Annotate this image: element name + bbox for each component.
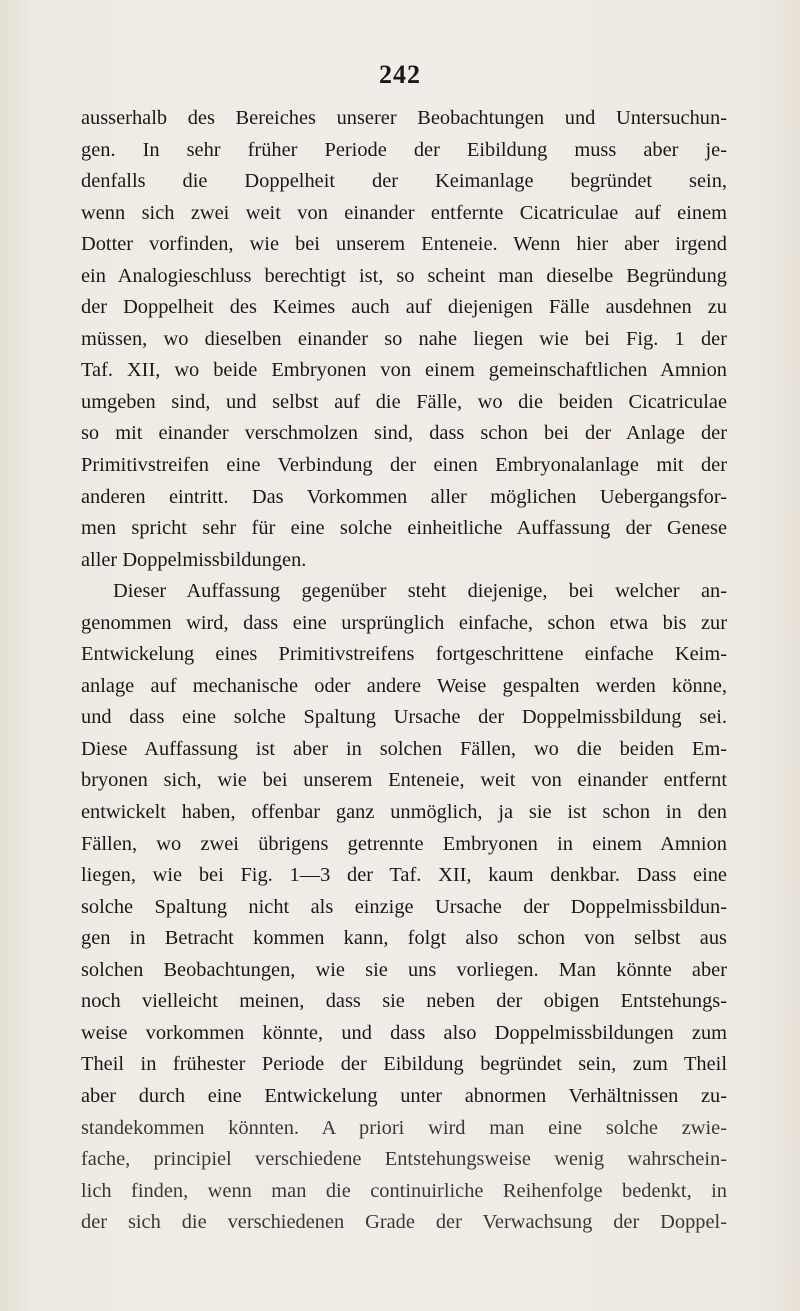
text-line: wenn sich zwei weit von einander entfernte Cicatriculae auf einem <box>81 201 727 224</box>
text-line: weise vorkommen könnte, und dass also Doppelmissbildungen zum <box>81 1021 727 1044</box>
text-line: Diese Auffassung ist aber in solchen Fällen, wo die beiden Em- <box>81 737 727 760</box>
text-line: entwickelt haben, offenbar ganz unmöglich, ja sie ist schon in den <box>81 801 727 824</box>
paragraph-end-line: aller Doppelmissbildungen. <box>81 548 307 571</box>
text-line: aber durch eine Entwickelung unter abnormen Verhältnissen zu- <box>81 1084 727 1107</box>
text-line: denfalls die Doppelheit der Keimanlage begründet sein, <box>81 170 727 193</box>
text-line: Taf. XII, wo beide Embryonen von einem gemeinschaftlichen Amnion <box>81 359 727 382</box>
text-line: Theil in frühester Periode der Eibildung begründet sein, zum Theil <box>81 1053 727 1076</box>
text-line: standekommen könnten. A priori wird man eine solche zwie- <box>81 1116 727 1139</box>
text-line: so mit einander verschmolzen sind, dass schon bei der Anlage der <box>81 422 727 445</box>
text-line: ausserhalb des Bereiches unserer Beobachtungen und Untersuchun- <box>81 107 727 129</box>
text-line: Primitivstreifen eine Verbindung der einen Embryonalanlage mit der <box>81 454 727 477</box>
text-line: und dass eine solche Spaltung Ursache der Doppelmissbildung sei. <box>81 706 727 729</box>
text-line: gen. In sehr früher Periode der Eibildung muss aber je- <box>81 138 727 161</box>
text-line: liegen, wie bei Fig. 1—3 der Taf. XII, kaum denkbar. Dass eine <box>81 864 727 887</box>
text-line: solchen Beobachtungen, wie sie uns vorliegen. Man könnte aber <box>81 958 727 981</box>
text-line: müssen, wo dieselben einander so nahe liegen wie bei Fig. 1 der <box>81 327 727 350</box>
text-line: der Doppelheit des Keimes auch auf diejenigen Fälle ausdehnen zu <box>81 296 727 319</box>
body-text <box>81 103 727 1239</box>
text-line: genommen wird, dass eine ursprünglich einfache, schon etwa bis zur <box>81 611 727 634</box>
text-line: anderen eintritt. Das Vorkommen aller möglichen Uebergangsfor- <box>81 485 727 508</box>
text-line: lich finden, wenn man die continuirliche Reihenfolge bedenkt, in <box>81 1179 727 1202</box>
text-line: ein Analogieschluss berechtigt ist, so scheint man dieselbe Begründung <box>81 264 727 287</box>
text-line: noch vielleicht meinen, dass sie neben der obigen Entstehungs- <box>81 990 727 1013</box>
text-line: gen in Betracht kommen kann, folgt also schon von selbst aus <box>81 927 727 950</box>
text-line: bryonen sich, wie bei unserem Enteneie, weit von einander entfernt <box>81 769 727 792</box>
text-line: fache, principiel verschiedene Entstehungsweise wenig wahrschein- <box>81 1148 727 1171</box>
text-line: men spricht sehr für eine solche einheitliche Auffassung der Genese <box>81 517 727 540</box>
text-line: der sich die verschiedenen Grade der Verwachsung der Doppel- <box>81 1211 727 1234</box>
text-line: Dotter vorfinden, wie bei unserem Enteneie. Wenn hier aber irgend <box>81 233 727 256</box>
text-line: Fällen, wo zwei übrigens getrennte Embryonen in einem Amnion <box>81 832 727 855</box>
text-line: Entwickelung eines Primitivstreifens fortgeschrittene einfache Keim- <box>81 643 727 666</box>
page-number: 242 <box>379 60 421 89</box>
text-line: solche Spaltung nicht als einzige Ursache der Doppelmissbildun- <box>81 895 727 918</box>
text-line: umgeben sind, und selbst auf die Fälle, wo die beiden Cicatriculae <box>81 390 727 413</box>
text-line: anlage auf mechanische oder andere Weise gespalten werden könne, <box>81 674 727 697</box>
paragraph-start-line: Dieser Auffassung gegenüber steht diejenige, bei welcher an- <box>113 580 727 603</box>
